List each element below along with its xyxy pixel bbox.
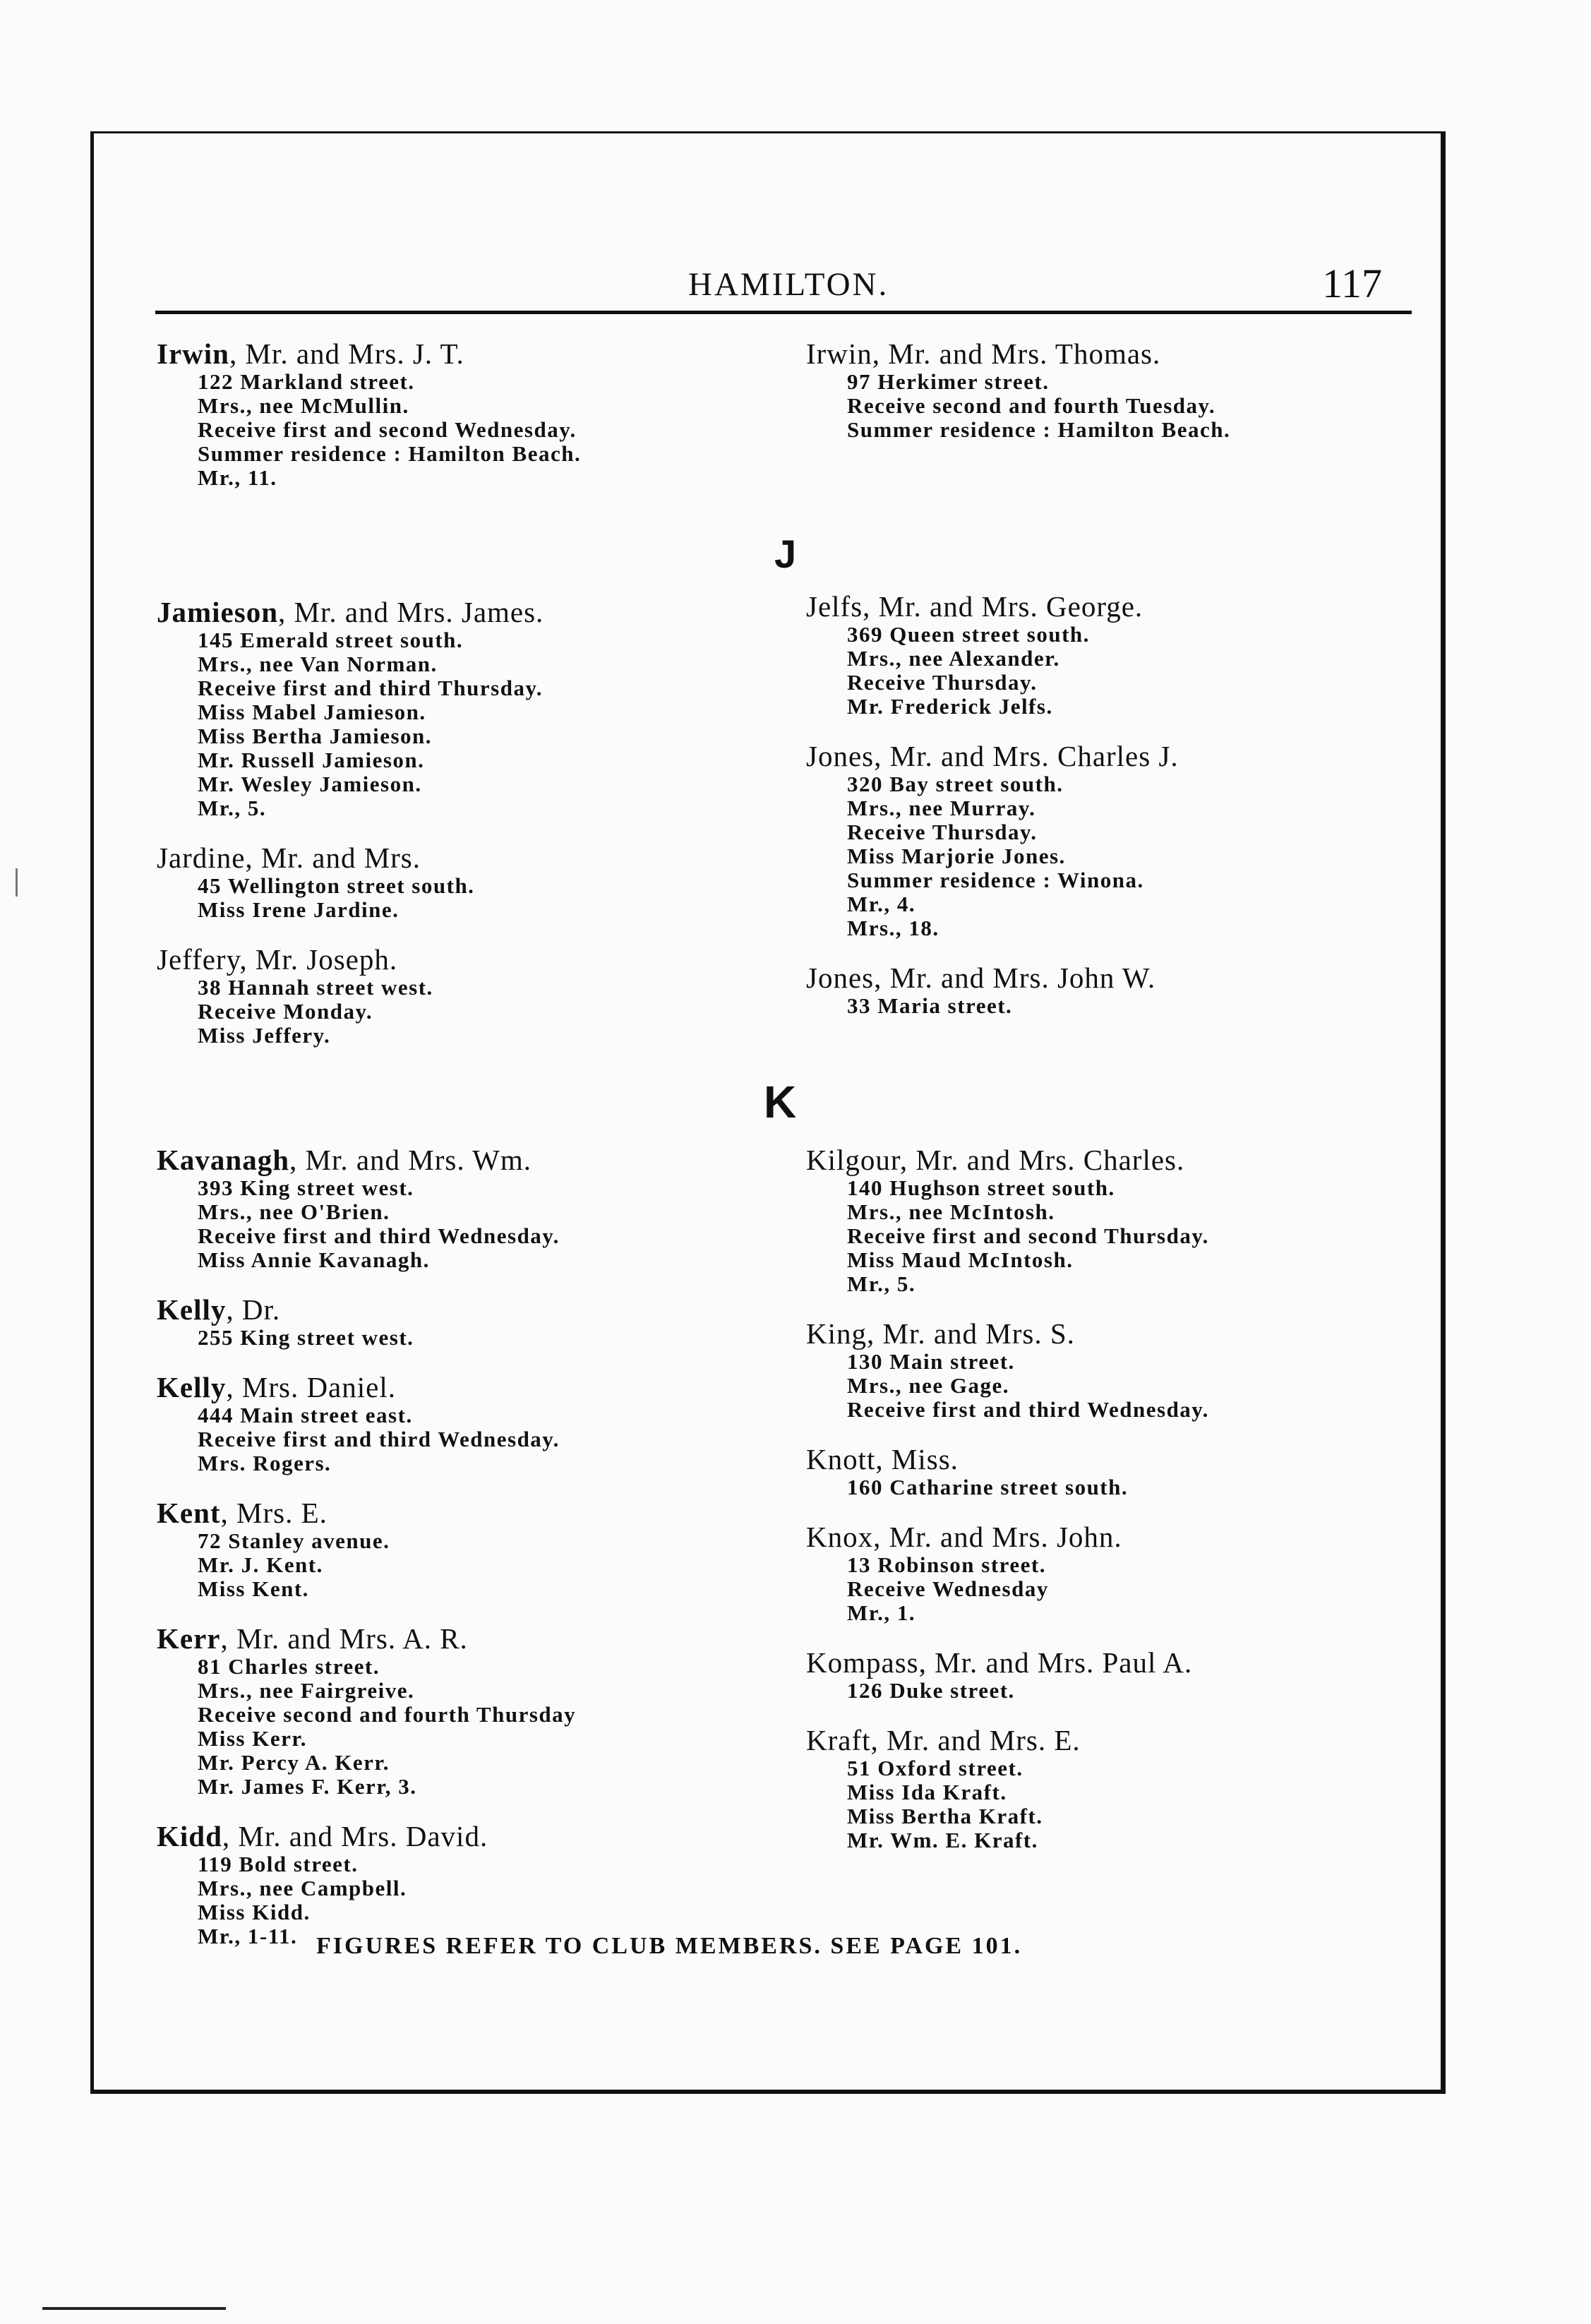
entry-detail-line: Receive first and third Wednesday. — [198, 1427, 560, 1451]
entry-detail-line: Mr. J. Kent. — [198, 1552, 323, 1577]
entry-detail-line: Mr. Frederick Jelfs. — [847, 694, 1053, 719]
entry-detail-line: Receive Monday. — [198, 999, 373, 1024]
entry-detail-line: 119 Bold street. — [198, 1852, 359, 1876]
directory-entry — [157, 337, 764, 490]
entry-name — [806, 1144, 1413, 1176]
entry-name — [157, 1497, 764, 1529]
entry-name — [157, 943, 764, 976]
entry-detail-line: Mr. James F. Kerr, 3. — [198, 1774, 417, 1799]
entry-name-rest: Jelfs, Mr. and Mrs. George. — [806, 590, 1143, 623]
entry-detail-line: Mr. Wm. E. Kraft. — [847, 1828, 1038, 1852]
entry-name-rest: Kompass, Mr. and Mrs. Paul A. — [806, 1646, 1193, 1679]
directory-entry — [157, 1497, 764, 1601]
entry-detail-line: Mrs., nee Murray. — [847, 796, 1036, 820]
entry-detail-line: Receive Thursday. — [847, 670, 1038, 695]
entry-name — [806, 337, 1413, 370]
entry-surname: Kelly — [157, 1293, 227, 1326]
entry-detail-line: Mr., 5. — [847, 1271, 916, 1296]
entry-detail-line: 393 King street west. — [198, 1175, 414, 1200]
entry-detail-line: 13 Robinson street. — [847, 1552, 1046, 1577]
entry-detail-line: Mr., 4. — [847, 892, 916, 916]
column-k-right — [806, 1144, 1413, 1874]
entry-detail-line: Miss Marjorie Jones. — [847, 844, 1066, 868]
directory-entry — [806, 1443, 1413, 1499]
footer-note: FIGURES REFER TO CLUB MEMBERS. SEE PAGE 101. — [316, 1933, 1023, 1959]
entry-detail-line: Receive first and third Wednesday. — [198, 1223, 560, 1248]
entry-detail-line: Receive second and fourth Thursday — [198, 1702, 577, 1727]
entry-detail-line: Miss Maud McIntosh. — [847, 1247, 1074, 1272]
entry-name-rest: , Dr. — [226, 1293, 281, 1326]
entry-detail-line: Mr. Russell Jamieson. — [198, 748, 425, 772]
entry-detail-line: Mrs., nee Van Norman. — [198, 652, 438, 676]
entry-detail-line: 38 Hannah street west. — [198, 975, 433, 1000]
entry-detail-line: Mrs., nee McMullin. — [198, 393, 409, 418]
scan-mark — [16, 868, 18, 897]
entry-name-rest: Jones, Mr. and Mrs. Charles J. — [806, 740, 1179, 772]
entry-detail-line: 126 Duke street. — [847, 1678, 1015, 1703]
directory-entry — [806, 740, 1413, 940]
entry-name — [157, 1293, 764, 1326]
entry-name — [806, 1521, 1413, 1553]
entry-name — [157, 337, 764, 370]
column-i-left — [157, 337, 764, 511]
page-number: 117 — [1322, 260, 1382, 306]
entry-name — [157, 841, 764, 874]
entry-detail-line: Mr. Percy A. Kerr. — [198, 1750, 390, 1775]
entry-name-rest: Kilgour, Mr. and Mrs. Charles. — [806, 1144, 1185, 1176]
entry-detail-line: Miss Kent. — [198, 1576, 309, 1601]
directory-entry — [806, 1646, 1413, 1703]
entry-detail-line: 51 Oxford street. — [847, 1756, 1023, 1780]
entry-detail-line: Mrs., nee Campbell. — [198, 1876, 407, 1900]
entry-detail-line: Miss Bertha Kraft. — [847, 1804, 1043, 1828]
entry-detail-line: 81 Charles street. — [198, 1654, 380, 1679]
entry-detail-line: Mrs., nee Alexander. — [847, 646, 1060, 671]
entry-name — [806, 740, 1413, 772]
entry-name-rest: King, Mr. and Mrs. S. — [806, 1317, 1075, 1350]
entry-detail-line: Mrs., nee McIntosh. — [847, 1199, 1055, 1224]
entry-detail-line: Receive first and third Thursday. — [198, 676, 543, 700]
section-letter-j: J — [774, 532, 797, 576]
entry-surname: Kidd — [157, 1820, 222, 1852]
entry-surname: Kavanagh — [157, 1144, 289, 1176]
directory-entry — [157, 841, 764, 922]
entry-name — [806, 1724, 1413, 1756]
entry-name — [806, 962, 1413, 994]
directory-entry — [806, 1317, 1413, 1422]
directory-entry — [157, 1144, 764, 1272]
entry-detail-line: Mrs. Rogers. — [198, 1451, 332, 1475]
entry-name-rest: Irwin, Mr. and Mrs. Thomas. — [806, 337, 1161, 370]
entry-name — [157, 1144, 764, 1176]
entry-detail-line: Miss Mabel Jamieson. — [198, 700, 426, 724]
entry-name — [806, 590, 1413, 623]
directory-entry — [157, 1371, 764, 1475]
entry-name-rest: , Mrs. Daniel. — [226, 1371, 396, 1403]
entry-detail-line: Mr., 11. — [198, 465, 277, 490]
entry-detail-line: Miss Irene Jardine. — [198, 897, 400, 922]
entry-name — [806, 1317, 1413, 1350]
entry-detail-line: 122 Markland street. — [198, 369, 415, 394]
entry-detail-line: Receive Thursday. — [847, 820, 1038, 844]
entry-detail-line: Mr., 5. — [198, 796, 267, 820]
entry-detail-line: Mr., 1. — [847, 1600, 916, 1625]
column-j-left — [157, 596, 764, 1069]
entry-detail-line: Summer residence : Winona. — [847, 868, 1144, 892]
entry-detail-line: Miss Annie Kavanagh. — [198, 1247, 430, 1272]
entry-detail-line: Miss Bertha Jamieson. — [198, 724, 433, 748]
entry-detail-line: 255 King street west. — [198, 1325, 414, 1350]
entry-name-rest: , Mrs. E. — [220, 1497, 328, 1529]
entry-detail-line: 145 Emerald street south. — [198, 628, 464, 652]
column-j-right — [806, 590, 1413, 1039]
entry-name — [806, 1646, 1413, 1679]
entry-name — [157, 1820, 764, 1852]
entry-detail-line: Mrs., nee Gage. — [847, 1373, 1009, 1398]
entry-name-rest: , Mr. and Mrs. Wm. — [289, 1144, 532, 1176]
entry-detail-line: Mr. Wesley Jamieson. — [198, 772, 422, 796]
entry-detail-line: Receive first and second Thursday. — [847, 1223, 1209, 1248]
directory-entry — [806, 1724, 1413, 1852]
directory-entry — [806, 590, 1413, 719]
entry-surname: Kent — [157, 1497, 221, 1529]
entry-detail-line: Mr., 1-11. — [198, 1924, 298, 1948]
entry-name-rest: Jardine, Mr. and Mrs. — [157, 841, 421, 874]
entry-detail-line: Mrs., nee O'Brien. — [198, 1199, 390, 1224]
directory-entry — [157, 1622, 764, 1799]
entry-detail-line: 160 Catharine street south. — [847, 1475, 1129, 1499]
entry-detail-line: Summer residence : Hamilton Beach. — [198, 441, 582, 466]
entry-name — [157, 1622, 764, 1655]
entry-detail-line: 33 Maria street. — [847, 993, 1013, 1018]
entry-surname: Kerr — [157, 1622, 221, 1655]
entry-detail-line: Receive Wednesday — [847, 1576, 1049, 1601]
directory-entry — [806, 1521, 1413, 1625]
entry-name-rest: Kraft, Mr. and Mrs. E. — [806, 1724, 1081, 1756]
header-rule — [155, 311, 1412, 314]
entry-name-rest: , Mr. and Mrs. J. T. — [229, 337, 464, 370]
entry-detail-line: 369 Queen street south. — [847, 622, 1090, 647]
entry-detail-line: Receive first and third Wednesday. — [847, 1397, 1209, 1422]
entry-name — [806, 1443, 1413, 1475]
column-k-left — [157, 1144, 764, 1970]
directory-entry — [157, 943, 764, 1048]
section-letter-k: K — [764, 1077, 797, 1127]
entry-detail-line: 444 Main street east. — [198, 1403, 413, 1427]
entry-detail-line: Receive first and second Wednesday. — [198, 417, 577, 442]
entry-detail-line: Miss Kidd. — [198, 1900, 311, 1924]
entry-detail-line: 45 Wellington street south. — [198, 873, 475, 898]
entry-detail-line: 97 Herkimer street. — [847, 369, 1050, 394]
entry-detail-line: 320 Bay street south. — [847, 772, 1064, 796]
entry-detail-line: 130 Main street. — [847, 1349, 1015, 1374]
directory-entry — [157, 596, 764, 820]
entry-surname: Kelly — [157, 1371, 227, 1403]
entry-detail-line: Mrs., nee Fairgreive. — [198, 1678, 415, 1703]
entry-detail-line: Miss Jeffery. — [198, 1023, 331, 1048]
entry-surname: Jamieson — [157, 596, 278, 628]
entry-detail-line: Receive second and fourth Tuesday. — [847, 393, 1216, 418]
directory-entry — [157, 1293, 764, 1350]
running-head — [155, 260, 1412, 316]
page-title: HAMILTON. — [688, 266, 889, 303]
entry-name-rest: Knott, Miss. — [806, 1443, 959, 1475]
entry-name — [157, 1371, 764, 1403]
entry-name-rest: Jones, Mr. and Mrs. John W. — [806, 962, 1156, 994]
entry-name-rest: , Mr. and Mrs. James. — [278, 596, 544, 628]
entry-surname: Irwin — [157, 337, 229, 370]
directory-entry — [806, 1144, 1413, 1296]
entry-name-rest: Knox, Mr. and Mrs. John. — [806, 1521, 1122, 1553]
entry-detail-line: Miss Ida Kraft. — [847, 1780, 1007, 1804]
entry-detail-line: 72 Stanley avenue. — [198, 1528, 390, 1553]
entry-detail-line: 140 Hughson street south. — [847, 1175, 1115, 1200]
entry-name — [157, 596, 764, 628]
entry-detail-line: Summer residence : Hamilton Beach. — [847, 417, 1231, 442]
entry-detail-line: Miss Kerr. — [198, 1726, 308, 1751]
directory-entry — [806, 337, 1413, 442]
directory-entry — [806, 962, 1413, 1018]
column-i-right — [806, 337, 1413, 463]
entry-name-rest: Jeffery, Mr. Joseph. — [157, 943, 398, 976]
entry-name-rest: , Mr. and Mrs. A. R. — [220, 1622, 468, 1655]
directory-entry — [157, 1820, 764, 1948]
entry-name-rest: , Mr. and Mrs. David. — [222, 1820, 488, 1852]
scan-mark — [42, 2307, 226, 2310]
entry-detail-line: Mrs., 18. — [847, 916, 939, 940]
